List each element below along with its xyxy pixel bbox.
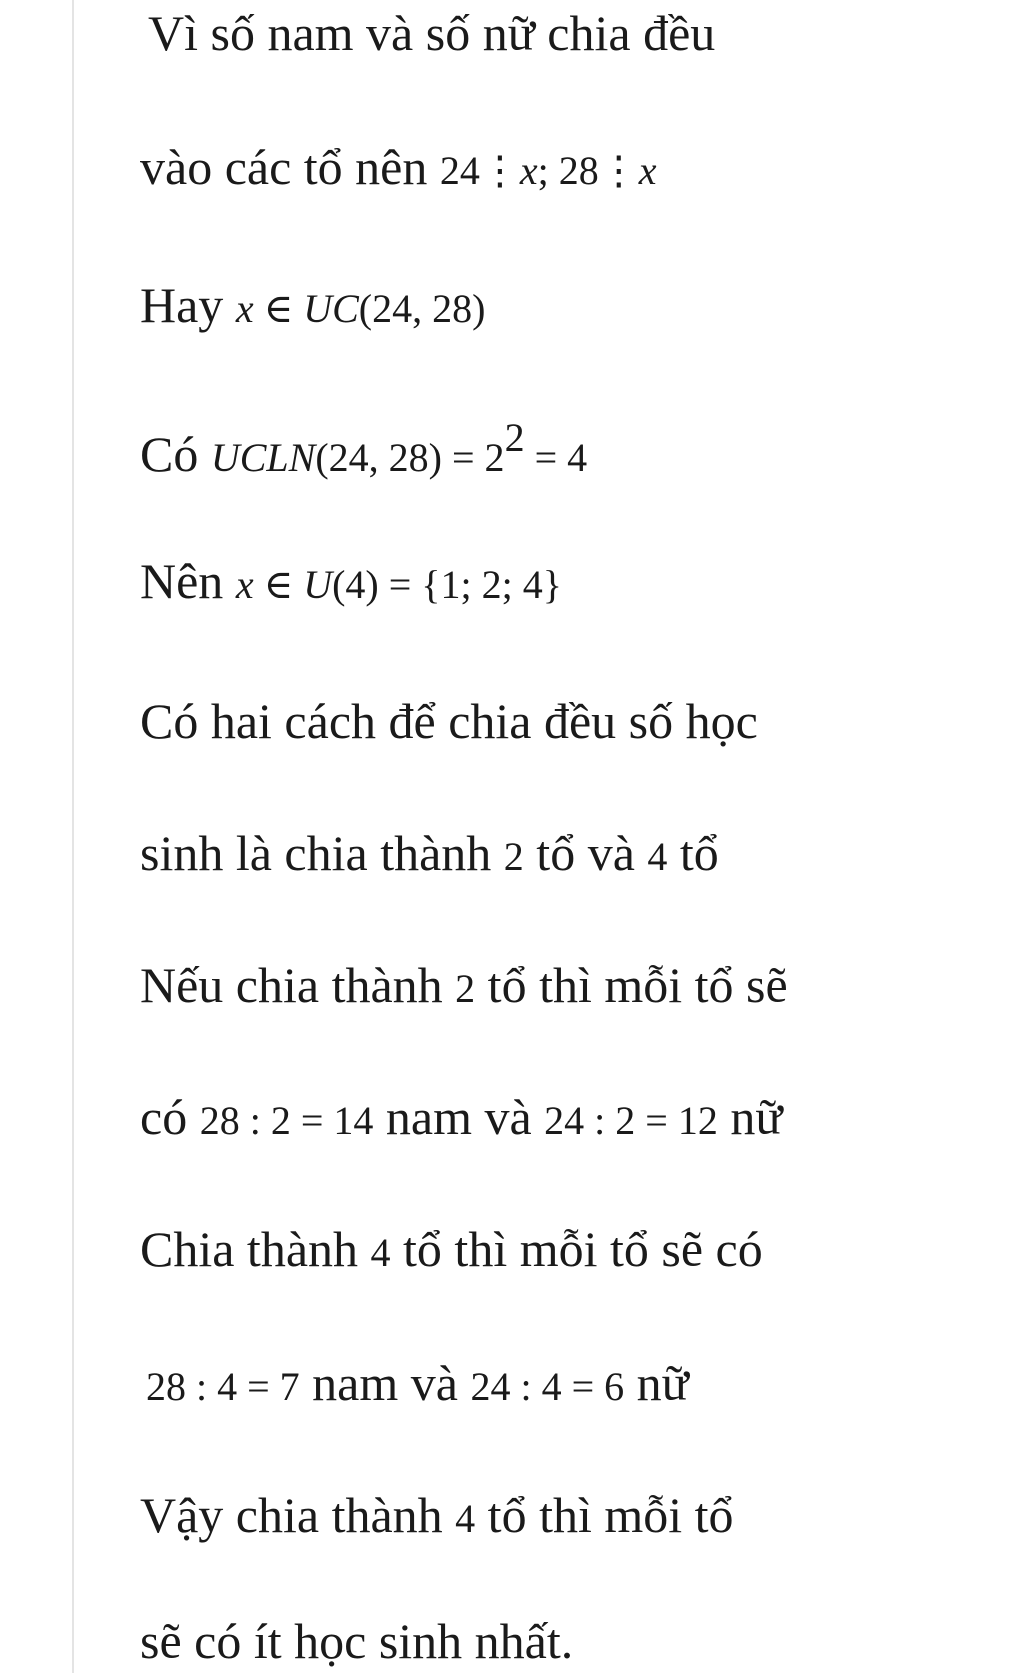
line-8: Nếu chia thành 2 tổ thì mỗi tổ sẽ — [140, 957, 788, 1013]
line-3: Hay x ∈ UC(24, 28) — [140, 277, 486, 333]
line-9: có 28 : 2 = 14 nam và 24 : 2 = 12 nữ — [140, 1089, 783, 1145]
line-11: 28 : 4 = 7 nam và 24 : 4 = 6 nữ — [146, 1355, 689, 1411]
line-6: Có hai cách để chia đều số học — [140, 693, 758, 749]
line-5: Nên x ∈ U(4) = {1; 2; 4} — [140, 553, 562, 609]
line-12: Vậy chia thành 4 tổ thì mỗi tổ — [140, 1487, 734, 1543]
line-10: Chia thành 4 tổ thì mỗi tổ sẽ có — [140, 1221, 763, 1277]
left-margin-line — [72, 0, 74, 1673]
line-13: sẽ có ít học sinh nhất. — [140, 1613, 574, 1669]
line-7: sinh là chia thành 2 tổ và 4 tổ — [140, 825, 719, 881]
line-2: vào các tổ nên 24⋮x; 28⋮x — [140, 139, 657, 195]
line-1: Vì số nam và số nữ chia đều — [148, 5, 716, 61]
line-4: Có UCLN(24, $28) = 2^2 = 4$ — [140, 415, 588, 482]
